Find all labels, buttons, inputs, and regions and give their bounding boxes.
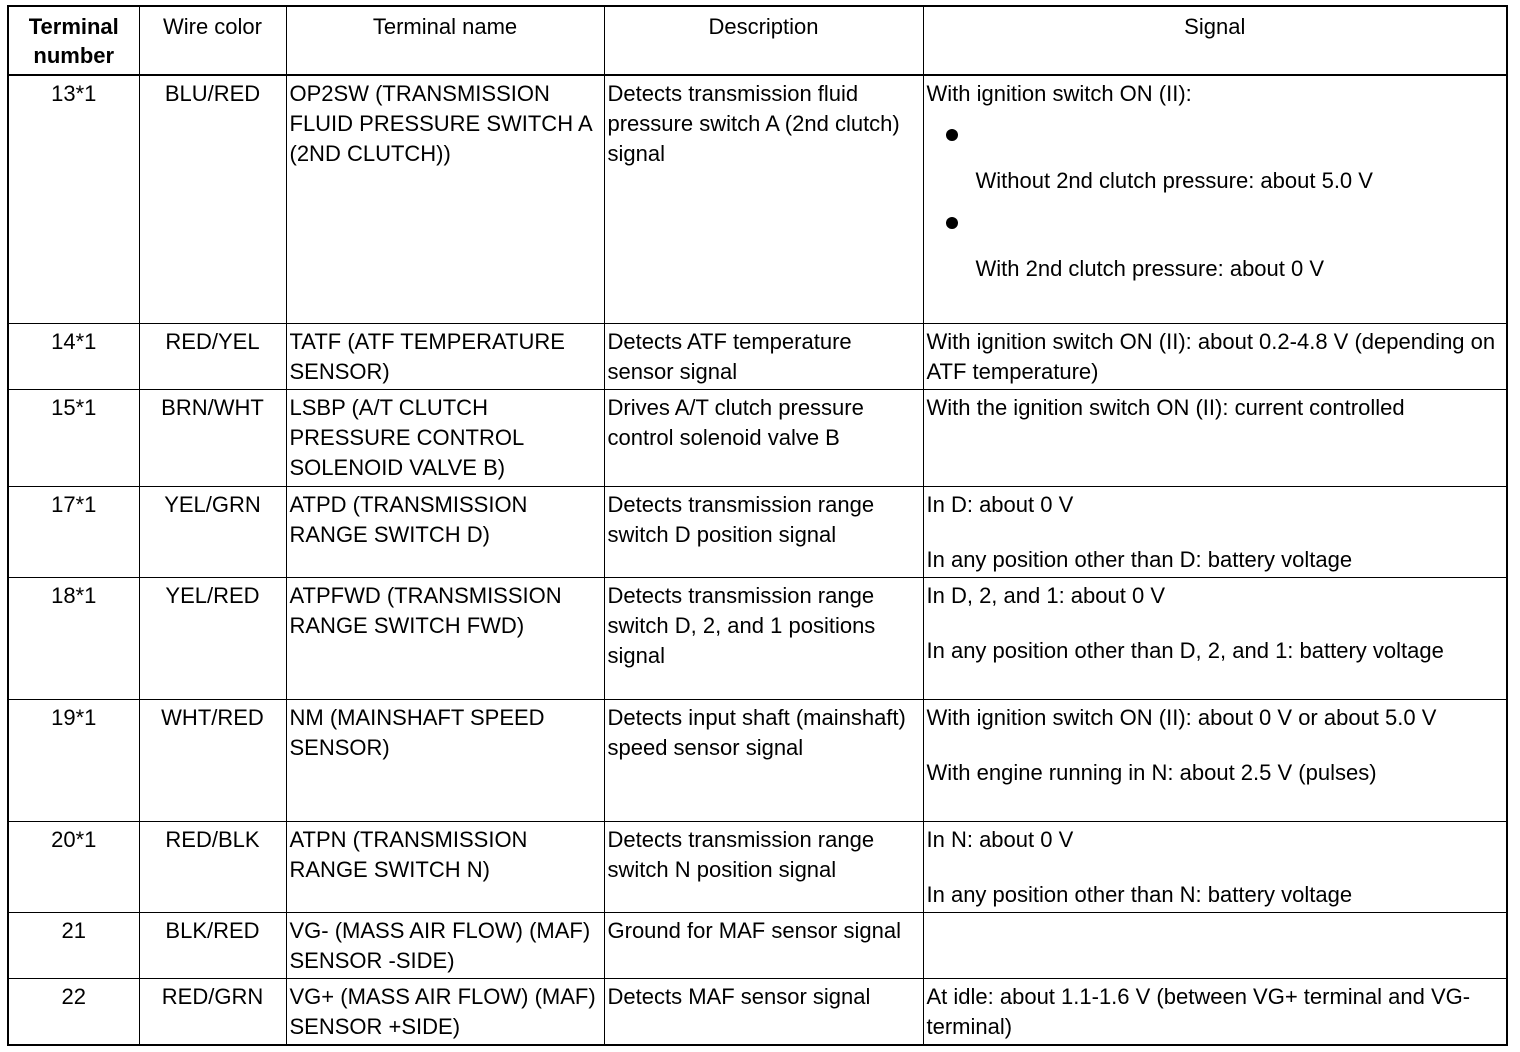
signal-cell	[923, 577, 1507, 699]
terminal-number-cell: 14*1	[8, 323, 139, 389]
table-row	[8, 821, 1507, 912]
terminal-number-cell: 22	[8, 978, 139, 1045]
table-row	[8, 577, 1507, 699]
signal-bullet-text: With 2nd clutch pressure: about 0 V	[975, 256, 1325, 281]
terminal-table	[7, 5, 1508, 1046]
terminal-name-cell: ATPD (TRANSMISSION RANGE SWITCH D)	[286, 486, 604, 577]
wire-color-cell: RED/YEL	[139, 323, 286, 389]
description-cell: Detects MAF sensor signal	[604, 978, 923, 1045]
signal-cell	[923, 978, 1507, 1045]
description-cell: Detects transmission range switch N position signal	[604, 821, 923, 912]
description-cell: Detects ATF temperature sensor signal	[604, 323, 923, 389]
table-row	[8, 389, 1507, 486]
table-row	[8, 323, 1507, 389]
signal-line: With engine running in N: about 2.5 V (pulses)	[926, 759, 1377, 785]
terminal-name-cell: TATF (ATF TEMPERATURE SENSOR)	[286, 323, 604, 389]
signal-line: In any position other than N: battery voltage	[926, 881, 1353, 907]
wire-color-cell: YEL/GRN	[139, 486, 286, 577]
description-cell: Detects transmission range switch D position signal	[604, 486, 923, 577]
header-signal: Signal	[923, 6, 1507, 75]
terminal-number-cell: 17*1	[8, 486, 139, 577]
signal-cell	[923, 486, 1507, 577]
signal-bullet-item	[927, 217, 1504, 283]
signal-bullet-item	[927, 129, 1504, 195]
signal-cell	[923, 821, 1507, 912]
signal-intro: With ignition switch ON (II):	[926, 81, 1192, 106]
description-cell: Ground for MAF sensor signal	[604, 912, 923, 978]
terminal-number-cell: 21	[8, 912, 139, 978]
terminal-name-cell: ATPFWD (TRANSMISSION RANGE SWITCH FWD)	[286, 577, 604, 699]
wire-color-cell: BRN/WHT	[139, 389, 286, 486]
signal-line: In any position other than D, 2, and 1: battery voltage	[926, 637, 1444, 663]
header-terminal-name: Terminal name	[286, 6, 604, 75]
signal-bullet-text: Without 2nd clutch pressure: about 5.0 V	[975, 168, 1373, 193]
description-cell: Detects transmission range switch D, 2, and 1 positions signal	[604, 577, 923, 699]
terminal-number-cell: 13*1	[8, 75, 139, 323]
bullet-icon	[946, 217, 958, 229]
header-wire-color: Wire color	[139, 6, 286, 75]
description-cell: Detects transmission fluid pressure switch A (2nd clutch) signal	[604, 75, 923, 323]
terminal-name-cell: VG- (MASS AIR FLOW) (MAF) SENSOR -SIDE)	[286, 912, 604, 978]
terminal-number-cell: 15*1	[8, 389, 139, 486]
signal-cell	[923, 699, 1507, 821]
terminal-name-cell: NM (MAINSHAFT SPEED SENSOR)	[286, 699, 604, 821]
signal-line: In N: about 0 V	[926, 826, 1074, 852]
signal-cell	[923, 323, 1507, 389]
wire-color-cell: BLK/RED	[139, 912, 286, 978]
terminal-name-cell: ATPN (TRANSMISSION RANGE SWITCH N)	[286, 821, 604, 912]
table-row	[8, 699, 1507, 821]
terminal-name-cell: VG+ (MASS AIR FLOW) (MAF) SENSOR +SIDE)	[286, 978, 604, 1045]
wire-color-cell: RED/BLK	[139, 821, 286, 912]
terminal-number-cell: 20*1	[8, 821, 139, 912]
table-row	[8, 486, 1507, 577]
bullet-icon	[946, 129, 958, 141]
header-description: Description	[604, 6, 923, 75]
table-row	[8, 912, 1507, 978]
terminal-name-cell: OP2SW (TRANSMISSION FLUID PRESSURE SWITCH A (2ND CLUTCH))	[286, 75, 604, 323]
signal-cell	[923, 75, 1507, 323]
signal-line: At idle: about 1.1-1.6 V (between VG+ terminal and VG- terminal)	[926, 983, 1471, 1039]
terminal-name-cell: LSBP (A/T CLUTCH PRESSURE CONTROL SOLENOID VALVE B)	[286, 389, 604, 486]
terminal-number-cell: 19*1	[8, 699, 139, 821]
description-cell: Drives A/T clutch pressure control solenoid valve B	[604, 389, 923, 486]
table-body	[8, 75, 1507, 1045]
signal-cell	[923, 912, 1507, 978]
wire-color-cell: BLU/RED	[139, 75, 286, 323]
signal-line: In D, 2, and 1: about 0 V	[926, 582, 1165, 608]
wire-color-cell: YEL/RED	[139, 577, 286, 699]
signal-cell	[923, 389, 1507, 486]
terminal-number-cell: 18*1	[8, 577, 139, 699]
table-row	[8, 75, 1507, 323]
header-row	[8, 6, 1507, 75]
wire-color-cell: WHT/RED	[139, 699, 286, 821]
signal-line: With the ignition switch ON (II): current controlled	[926, 394, 1405, 420]
header-terminal-number: Terminal number	[8, 6, 139, 75]
wire-color-cell: RED/GRN	[139, 978, 286, 1045]
table-row	[8, 978, 1507, 1045]
signal-line: With ignition switch ON (II): about 0.2-4.8 V (depending on ATF temperature)	[926, 328, 1496, 384]
signal-line: In D: about 0 V	[926, 491, 1074, 517]
signal-line: With ignition switch ON (II): about 0 V or about 5.0 V	[926, 704, 1437, 730]
description-cell: Detects input shaft (mainshaft) speed sensor signal	[604, 699, 923, 821]
signal-line: In any position other than D: battery voltage	[926, 546, 1353, 572]
